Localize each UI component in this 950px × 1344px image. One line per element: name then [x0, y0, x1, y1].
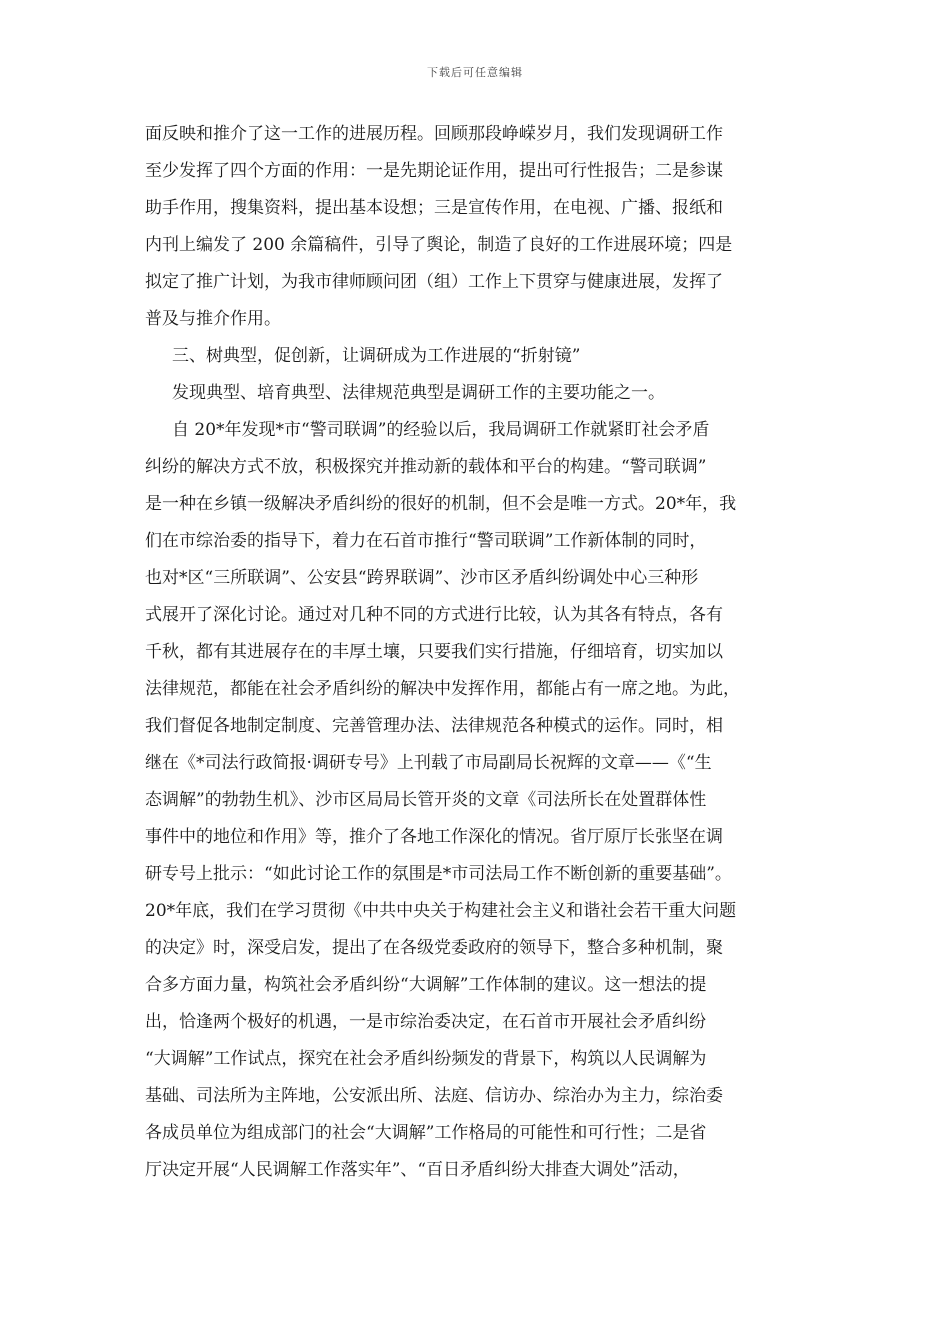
text-line: 基础、司法所为主阵地，公安派出所、法庭、信访办、综治办为主力，综治委 — [145, 1086, 723, 1106]
text-line: 三、树典型，促创新，让调研成为工作进展的“折射镜” — [172, 346, 581, 366]
text-line: 至少发挥了四个方面的作用：一是先期论证作用，提出可行性报告；二是参谋 — [145, 161, 723, 181]
text-line: 面反映和推介了这一工作的进展历程。回顾那段峥嵘岁月，我们发现调研工作 — [145, 124, 723, 144]
text-line: 内刊上编发了 200 余篇稿件，引导了舆论，制造了良好的工作进展环境；四是 — [145, 235, 733, 255]
text-line: 普及与推介作用。 — [145, 309, 281, 329]
text-line: 研专号上批示：“如此讨论工作的氛围是*市司法局工作不断创新的重要基础”。 — [145, 864, 732, 884]
text-line: 法律规范，都能在社会矛盾纠纷的解决中发挥作用，都能占有一席之地。为此， — [145, 679, 740, 699]
text-line: 各成员单位为组成部门的社会“大调解”工作格局的可能性和可行性；二是省 — [145, 1123, 707, 1143]
text-line: 拟定了推广计划，为我市律师顾问团（组）工作上下贯穿与健康进展，发挥了 — [145, 272, 723, 292]
text-line: 事件中的地位和作用》等，推介了各地工作深化的情况。省厅原厅长张坚在调 — [145, 827, 723, 847]
text-line: 出，恰逢两个极好的机遇，一是市综治委决定，在石首市开展社会矛盾纠纷 — [145, 1012, 706, 1032]
text-line: 态调解”的勃勃生机》、沙市区局局长管开炎的文章《司法所长在处置群体性 — [145, 790, 707, 810]
text-line: 是一种在乡镇一级解决矛盾纠纷的很好的机制，但不会是唯一方式。20*年，我 — [145, 494, 737, 514]
text-line: 也对*区“三所联调”、公安县“跨界联调”、沙市区矛盾纠纷调处中心三种形 — [145, 568, 699, 588]
text-line: 我们督促各地制定制度、完善管理办法、法律规范各种模式的运作。同时，相 — [145, 716, 723, 736]
text-line: 纠纷的解决方式不放，积极探究并推动新的载体和平台的构建。“警司联调” — [145, 457, 707, 477]
text-line: 们在市综治委的指导下，着力在石首市推行“警司联调”工作新体制的同时， — [145, 531, 707, 551]
text-line: 千秋，都有其进展存在的丰厚土壤，只要我们实行措施，仔细培育，切实加以 — [145, 642, 723, 662]
document-body — [145, 116, 805, 1189]
text-line: 式展开了深化讨论。通过对几种不同的方式进行比较，认为其各有特点，各有 — [145, 605, 723, 625]
text-line: 发现典型、培育典型、法律规范典型是调研工作的主要功能之一。 — [172, 383, 665, 403]
page-header-caption: 下载后可任意编辑 — [427, 66, 523, 79]
text-line: 厅决定开展“人民调解工作落实年”、“百日矛盾纠纷大排查大调处”活动， — [145, 1160, 690, 1180]
text-line: 合多方面力量，构筑社会矛盾纠纷“大调解”工作体制的建议。这一想法的提 — [145, 975, 707, 995]
text-line: 继在《*司法行政简报·调研专号》上刊载了市局副局长祝辉的文章——《“生 — [145, 753, 712, 773]
text-line: 自 20*年发现*市“警司联调”的经验以后，我局调研工作就紧盯社会矛盾 — [172, 420, 710, 440]
text-line: 20*年底，我们在学习贯彻《中共中央关于构建社会主义和谐社会若干重大问题 — [145, 901, 737, 921]
text-line: 的决定》时，深受启发，提出了在各级党委政府的领导下，整合多种机制，聚 — [145, 938, 723, 958]
text-line: “大调解”工作试点，探究在社会矛盾纠纷频发的背景下，构筑以人民调解为 — [145, 1049, 707, 1069]
text-line: 助手作用，搜集资料，提出基本设想；三是宣传作用，在电视、广播、报纸和 — [145, 198, 723, 218]
